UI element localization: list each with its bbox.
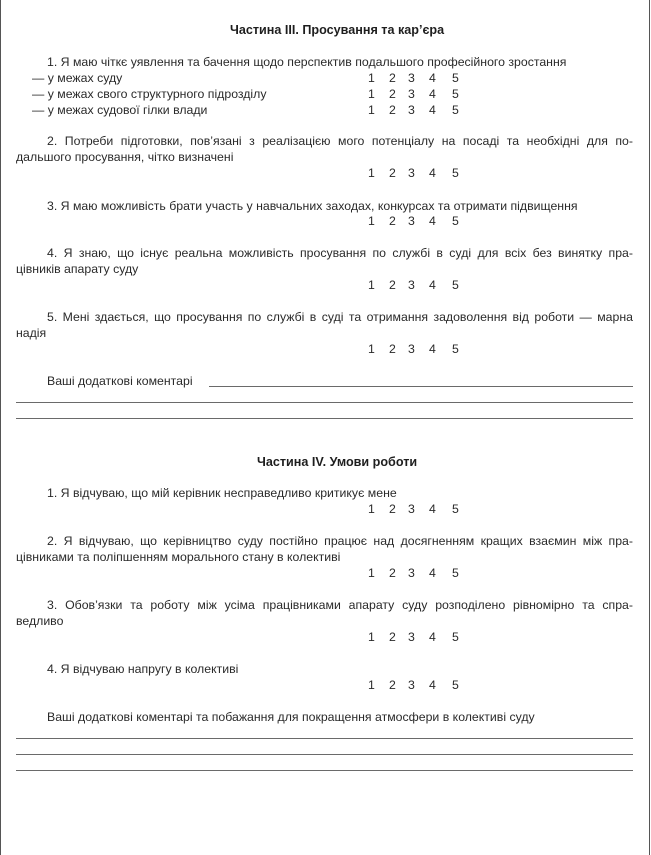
scale-option-1[interactable]: 1 [368,71,375,85]
scale-option-2[interactable]: 2 [389,278,396,292]
scale-option-4[interactable]: 4 [429,103,436,117]
scale-option-1[interactable]: 1 [368,166,375,180]
scale-option-5[interactable]: 5 [452,678,459,692]
scale-option-4[interactable]: 4 [429,214,436,228]
scale-option-2[interactable]: 2 [389,87,396,101]
page-border-right [649,0,650,855]
part4-q2-scale[interactable] [364,566,464,581]
part3-q2-line1: 2. Потреби підготовки, пов’язані з реалізацією мого потенціалу на посаді та необхідні для по- [47,134,633,148]
part3-comments-line-1[interactable] [209,386,633,387]
scale-option-3[interactable]: 3 [408,342,415,356]
scale-option-2[interactable]: 2 [389,166,396,180]
part4-title: Частина IV. Умови роботи [257,455,418,469]
part4-comments-line-3[interactable] [16,770,633,771]
scale-option-1[interactable]: 1 [368,87,375,101]
scale-option-4[interactable]: 4 [429,630,436,644]
scale-option-4[interactable]: 4 [429,678,436,692]
scale-option-5[interactable]: 5 [452,630,459,644]
part3-q1-court-scale[interactable] [364,71,464,86]
part3-q3-text: 3. Я маю можливість брати участь у навчальних заходах, конкурсах та отримати підвищення [47,199,578,213]
part4-q3-scale[interactable] [364,630,464,645]
scale-option-2[interactable]: 2 [389,71,396,85]
scale-option-3[interactable]: 3 [408,87,415,101]
part3-q2-line2: дальшого просування, чітко визначені [16,150,234,164]
part3-q4-scale[interactable] [364,278,464,293]
part3-q2-scale[interactable] [364,166,464,181]
part3-comments-label: Ваші додаткові коментарі [47,374,193,388]
scale-option-5[interactable]: 5 [452,342,459,356]
part3-q4-line2: цівників апарату суду [16,262,139,276]
part4-q1-scale[interactable] [364,502,464,517]
scale-option-5[interactable]: 5 [452,566,459,580]
scale-option-1[interactable]: 1 [368,278,375,292]
scale-option-5[interactable]: 5 [452,103,459,117]
scale-option-3[interactable]: 3 [408,71,415,85]
part4-comments-line-1[interactable] [16,738,633,739]
scale-option-2[interactable]: 2 [389,214,396,228]
part3-q1-subitem-court: — у межах суду [32,71,123,85]
scale-option-3[interactable]: 3 [408,278,415,292]
part4-q2-line2: цівниками та поліпшенням морального стану в колективі [16,550,341,564]
scale-option-4[interactable]: 4 [429,502,436,516]
scale-option-3[interactable]: 3 [408,678,415,692]
scale-option-2[interactable]: 2 [389,103,396,117]
scale-option-5[interactable]: 5 [452,71,459,85]
part3-title: Частина III. Просування та кар’єра [230,23,445,37]
scale-option-4[interactable]: 4 [429,87,436,101]
scale-option-3[interactable]: 3 [408,103,415,117]
part4-q2-line1: 2. Я відчуваю, що керівництво суду постійно працює над досягненням кращих взаємин між пра- [47,534,633,548]
part3-comments-line-2[interactable] [16,402,633,403]
scale-option-5[interactable]: 5 [452,214,459,228]
page-border-left [0,0,1,855]
scale-option-5[interactable]: 5 [452,502,459,516]
part3-comments-line-3[interactable] [16,418,633,419]
scale-option-5[interactable]: 5 [452,166,459,180]
part4-q4-scale[interactable] [364,678,464,693]
part3-q1-subitem-branch: — у межах судової гілки влади [32,103,208,117]
scale-option-2[interactable]: 2 [389,342,396,356]
scale-option-3[interactable]: 3 [408,630,415,644]
scale-option-1[interactable]: 1 [368,103,375,117]
scale-option-1[interactable]: 1 [368,566,375,580]
part3-q4-line1: 4. Я знаю, що існує реальна можливість просування по службі в суді для всіх без винятку пра- [47,246,633,260]
part3-q5-line2: надія [16,326,47,340]
scale-option-3[interactable]: 3 [408,214,415,228]
scale-option-2[interactable]: 2 [389,502,396,516]
part4-q4-text: 4. Я відчуваю напругу в колективі [47,662,239,676]
scale-option-4[interactable]: 4 [429,566,436,580]
part3-q5-line1: 5. Мені здається, що просування по службі в суді та отримання задоволення від роботи — марна [47,310,633,324]
scale-option-1[interactable]: 1 [368,214,375,228]
scale-option-4[interactable]: 4 [429,71,436,85]
scale-option-2[interactable]: 2 [389,678,396,692]
scale-option-1[interactable]: 1 [368,342,375,356]
scale-option-1[interactable]: 1 [368,630,375,644]
scale-option-2[interactable]: 2 [389,630,396,644]
part3-q3-scale[interactable] [364,214,464,229]
part3-q1-subitem-unit: — у межах свого структурного підрозділу [32,87,267,101]
scale-option-1[interactable]: 1 [368,678,375,692]
scale-option-5[interactable]: 5 [452,278,459,292]
part4-comments-label: Ваші додаткові коментарі та побажання для покращення атмосфери в колективі суду [47,710,535,724]
part3-q1-branch-scale[interactable] [364,103,464,118]
scale-option-4[interactable]: 4 [429,166,436,180]
scale-option-5[interactable]: 5 [452,87,459,101]
part3-q1-text: 1. Я маю чіткє уявлення та бачення щодо перспектив подальшого професійного зростання [47,55,567,69]
scale-option-3[interactable]: 3 [408,566,415,580]
part3-q1-unit-scale[interactable] [364,87,464,102]
scale-option-4[interactable]: 4 [429,278,436,292]
part4-comments-line-2[interactable] [16,754,633,755]
part4-q3-line2: ведливо [16,614,64,628]
part4-q1-text: 1. Я відчуваю, що мій керівник несправедливо критикує мене [47,486,397,500]
scale-option-3[interactable]: 3 [408,502,415,516]
part3-q5-scale[interactable] [364,342,464,357]
part4-q3-line1: 3. Обов’язки та роботу між усіма працівниками апарату суду розподілено рівномірно та спра- [47,598,633,612]
scale-option-4[interactable]: 4 [429,342,436,356]
scale-option-1[interactable]: 1 [368,502,375,516]
scale-option-2[interactable]: 2 [389,566,396,580]
scale-option-3[interactable]: 3 [408,166,415,180]
